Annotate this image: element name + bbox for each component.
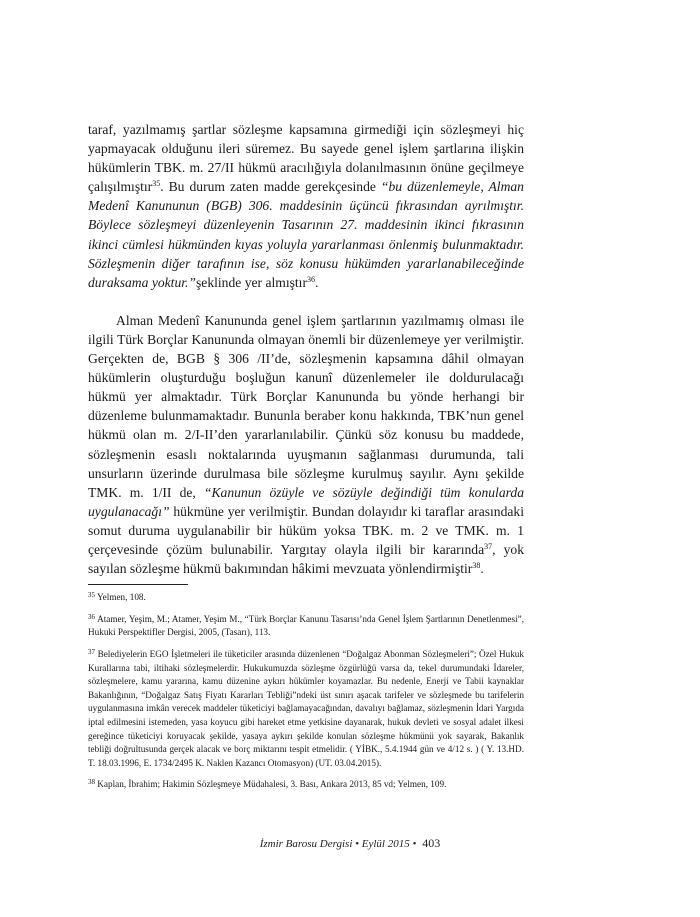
footnote-35	[88, 591, 524, 605]
footnote-text: Atamer, Yeşim, M.; Atamer, Yeşim M., “Türk Borçlar Kanunu Tasarısı’nda Genel İşlem Şartlarının Denetlenmesi”, Hukuki Perspektifler Dergisi, 2005, (Tasarı), 113.	[88, 613, 524, 638]
footnote-ref-36[interactable]: 36	[307, 274, 315, 284]
page-number: 403	[422, 836, 441, 850]
footnote-number: 37	[88, 647, 95, 656]
p1-text-d: .	[315, 274, 319, 290]
footnote-ref-38[interactable]: 38	[472, 561, 481, 571]
paragraph-1	[88, 120, 524, 292]
p1-text-b: . Bu durum zaten madde gerekçesinde	[160, 179, 381, 195]
p2-text-a: Alman Medenî Kanununda genel işlem şartlarının yazılmamış olması ile ilgili Türk Borçlar Kanununda olmayan önemli bir düzenlemeye yer verilmiştir. Gerçekten de, BGB § 306 /II’de, sözleşmenin kapsamına dâhil olmayan hükümlerin oluşturduğu boşluğun kanunî düzenlemeler ile doldurulacağı hükmü yer almaktadır. Türk Borçlar Kanununda bu yönde herhangi bir düzenleme bulunmamaktadır. Bununla beraber konu hakkında, TBK’nun genel hükmü olan m. 2/I-II’den yararlanılabilir. Çünkü söz konusu bu maddede, sözleşmenin esaslı noktalarında uyuşmanın sağlanması durumunda, tali unsurların üzerinde durulmasa bile sözleşme kurulmuş sayılır. Aynı şekilde TMK. m. 1/II de,	[88, 312, 524, 500]
p2-quote: “Kanunun özüyle ve sözüyle değindiği tüm konularda uygulanacağı”	[88, 484, 524, 519]
footnote-text: Yelmen, 108.	[96, 592, 146, 603]
footnote-37	[88, 648, 524, 770]
p1-text-c: şeklinde yer almıştır	[196, 274, 307, 290]
p2-text-c: , yok sayılan sözleşme hükmü bakımından hâkimi mevzuata yönlendirmiştir	[88, 541, 525, 577]
p2-text-d: .	[480, 561, 484, 577]
footnote-number: 38	[88, 778, 95, 787]
p2-text-b: hükmüne yer verilmiştir. Bundan dolayıdır ki taraflar arasındaki somut duruma uygulanabilir bir hüküm yoksa TBK. m. 2 ve TMK. m. 1 çerçevesinde çözüm bulunabilir. Yargıtay olayla ilgili bir kararında	[88, 503, 524, 557]
p1-text-a: taraf, yazılmamış şartlar sözleşme kapsamına girmediği için sözleşmeyi hiç yapmayacak olduğunu ileri süremez. Bu sayede genel işlem şartlarına ilişkin hükümlerin TBK. m. 27/II hükmü aracılığıyla dolanılmasının önüne geçilmeye çalışılmıştır	[88, 122, 524, 195]
footnote-number: 35	[88, 591, 95, 600]
footnote-text: Belediyelerin EGO İşletmeleri ile tüketiciler arasında düzenlenen “Doğalgaz Abonman Sözleşmeleri”; Özel Hukuk Kurallarına tabi, iltihaki sözleşmelerdir. Hukukumuzda sözleşme özgürlüğü varsa da, tekel durumundaki İdareler, sözleşmelere, kamu yararına, kamu düzenine aykırı hükümler koyamazlar. Bu nedenle, Enerji ve Tabii kaynaklar Bakanlığının, “Doğalgaz Satış Fiyatı Kararları Tebliği”ndeki üst sınırı aşacak tarifeler ve sözleşmede bu tarifelerin uygulanmasına imkân verecek maddeler tüketiciyi bağlamayacağından, davalıyı bağlamaz, sözleşmenin İdari Yargıda iptal edilmesini istemeden, yasa koyucu gibi hareket etme yetkisine dayanarak, hukuk devleti ve sosyal adalet ilkesi gereğince tüketiciyi koruyacak şekilde, yasaya aykırı şekilde konulan sözleşme hükmünü yok sayarak, Bakanlık tebliği doğrultusunda gerçek alacak ve borç miktarını tespit etmelidir. ( YİBK., 5.4.1944 gün ve 4/12 s. ) ( Y. 13.HD. T. 18.03.1996, E. 1734/2495 K. Naklen Kazancı Otomasyon) (UT. 03.04.2015).	[88, 648, 524, 768]
footnote-text: Kaplan, İbrahim; Hakimin Sözleşmeye Müdahalesi, 3. Bası, Ankara 2013, 85 vd; Yelmen, 109.	[97, 779, 447, 790]
footnote-divider	[88, 584, 188, 585]
footnote-number: 36	[88, 612, 95, 621]
journal-name: İzmir Barosu Dergisi • Eylül 2015 •	[259, 838, 417, 850]
footnote-36	[88, 613, 524, 640]
paragraph-2	[88, 311, 524, 578]
p1-quote: “bu düzenlemeyle, Alman Medenî Kanununun (BGB) 306. maddesinin üçüncü fıkrasından ayrılmıştır. Böylece sözleşmeyi düzenleyenin Tasarının 27. maddesinin ikinci fıkrasının ikinci cümlesi hükmünden kıyas yoluyla yararlanması önlenmiş bulunmaktadır. Sözleşmenin diğer tarafının ise, söz konusu hükümden yararlanabileceğinde duraksama yoktur.”	[88, 179, 524, 290]
footnote-38	[88, 778, 524, 792]
footnote-ref-35[interactable]: 35	[152, 179, 161, 189]
page-body	[88, 120, 524, 800]
page-footer	[0, 836, 700, 851]
footnote-ref-37[interactable]: 37	[484, 541, 493, 551]
